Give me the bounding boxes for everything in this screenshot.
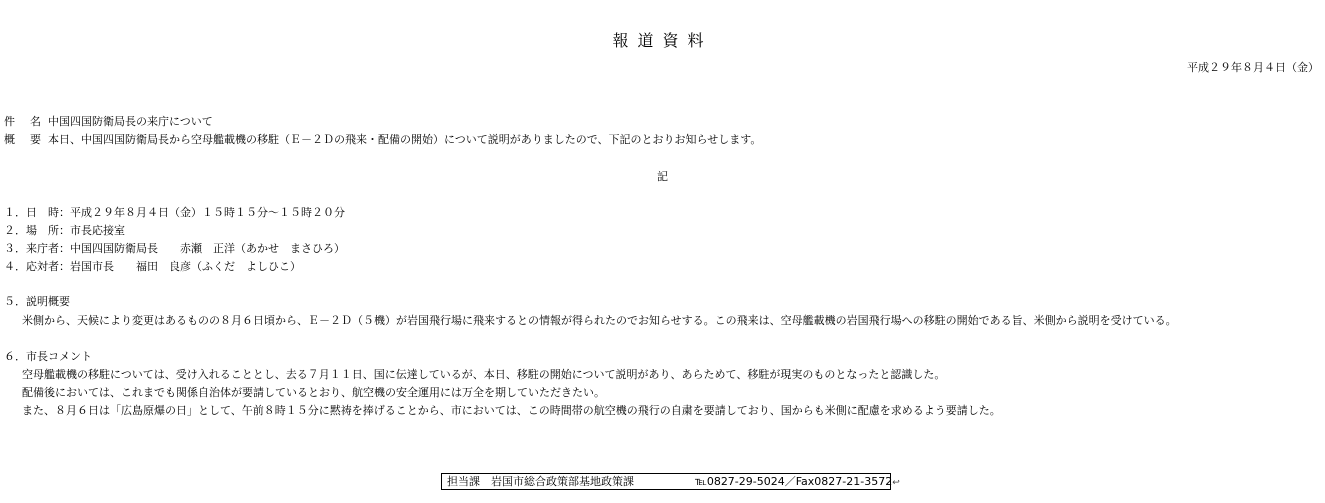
section6-line-1: 空母艦載機の移駐については、受け入れることとし、去る７月１１日、国に伝達しているが、本日、移駐の開始について説明があり、あらためて、移駐が現実のものとなったと認識した。 xyxy=(22,368,946,381)
item-location: ２．場 所：市長応接室 xyxy=(4,224,125,237)
subject-row xyxy=(4,115,213,128)
item-visitor: ３．来庁者：中国四国防衛局長 赤瀬 正洋（あかせ まさひろ） xyxy=(4,242,345,255)
section6-heading: ６．市長コメント xyxy=(4,350,92,363)
summary-row xyxy=(4,133,761,146)
section5-body: 米側から、天候により変更はあるものの８月６日頃から、Ｅ－２Ｄ（５機）が岩国飛行場に飛来するとの情報が得られたのでお知らせする。この飛来は、空母艦載機の岩国飛行場への移駐の開始である旨、米側から説明を受けている。 xyxy=(22,314,1177,327)
contact-dept: 担当課 岩国市総合政策部基地政策課 xyxy=(447,475,634,488)
document-title: 報道資料 xyxy=(612,31,713,50)
document-date: 平成２９年８月４日（金） xyxy=(1187,61,1319,74)
contact-phone-fax xyxy=(695,474,900,491)
section6-line-2: 配備後においては、これまでも関係自治体が要請しているとおり、航空機の安全運用には万全を期していただきたい。 xyxy=(22,386,605,399)
section6-line-3: また、８月６日は「広島原爆の日」として、午前８時１５分に黙祷を捧げることから、市においては、この時間帯の航空機の飛行の自粛を要請しており、国からも米側に配慮を求めるよう要請した。 xyxy=(22,404,1001,417)
summary-text: 本日、中国四国防衛局長から空母艦載機の移駐（Ｅ－２Ｄの飛来・配備の開始）について説明がありましたので、下記のとおりお知らせします。 xyxy=(48,133,762,146)
summary-label: 概 要 xyxy=(4,133,43,146)
item-respondent: ４．応対者：岩国市長 福田 良彦（ふくだ よしひこ） xyxy=(4,260,301,273)
return-icon: ↩ xyxy=(892,478,900,488)
section5-heading: ５．説明概要 xyxy=(4,295,70,308)
item-date-time: １．日 時：平成２９年８月４日（金）１５時１５分～１５時２０分 xyxy=(4,206,345,219)
subject-label: 件 名 xyxy=(4,115,43,128)
contact-box xyxy=(441,473,900,490)
contact-tel-fax-text: ℡0827-29-5024／Fax0827-21-3572 xyxy=(695,475,893,488)
subject-text: 中国四国防衛局長の来庁について xyxy=(48,115,213,128)
ki-heading: 記 xyxy=(657,170,668,183)
